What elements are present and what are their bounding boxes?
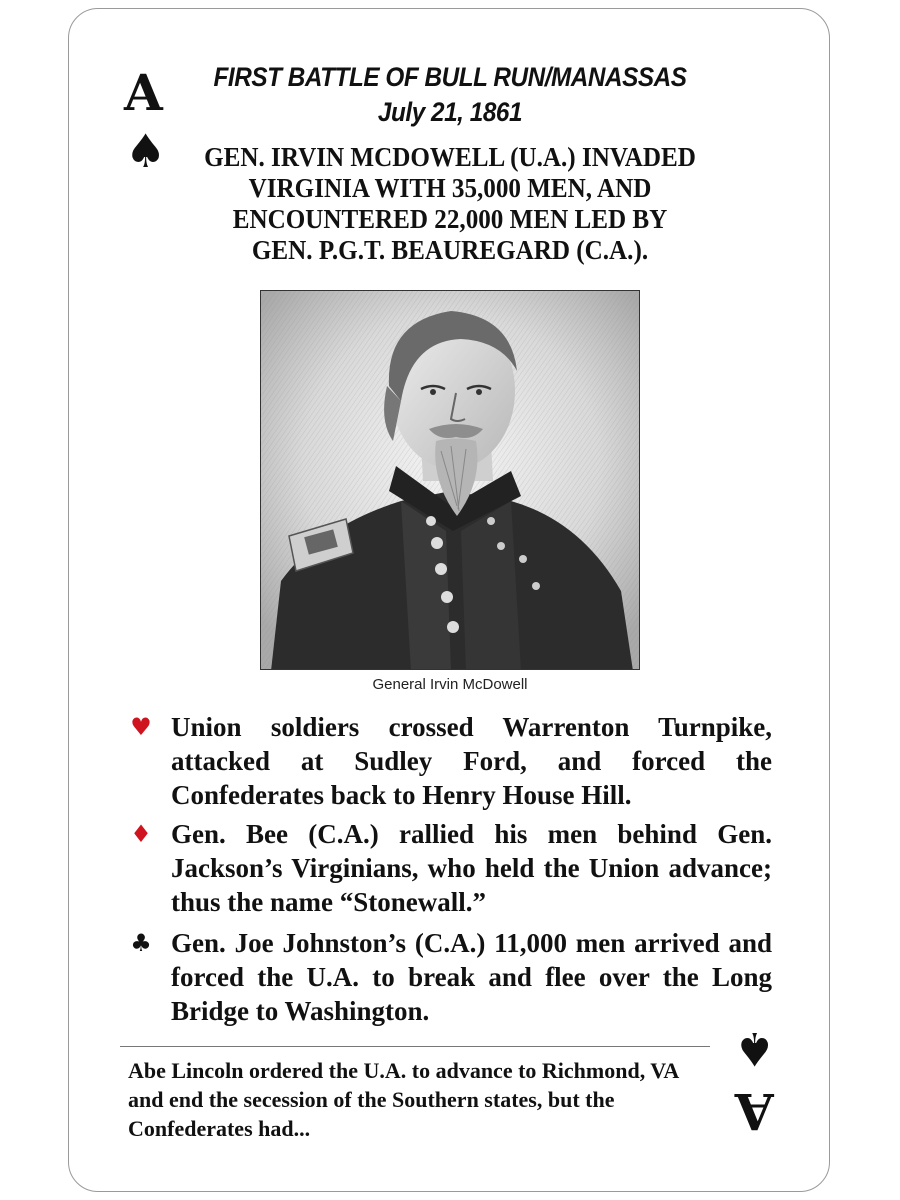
intro-line: GEN. IRVIN MCDOWELL (U.A.) INVADED xyxy=(204,142,696,172)
corner-rank-bottom: A xyxy=(735,1082,774,1141)
portrait-image xyxy=(260,290,640,670)
spade-icon: ♠ xyxy=(125,124,167,178)
intro-line: ENCOUNTERED 22,000 MEN LED BY xyxy=(232,204,668,234)
fact-text: Gen. Joe Johnston’s (C.A.) 11,000 men arrived and forced the U.A. to break and flee over the Long Bridge to Washington. xyxy=(171,928,772,1026)
general-portrait-engraving xyxy=(261,291,640,670)
divider xyxy=(120,1046,710,1047)
club-icon: ♣ xyxy=(130,929,152,957)
heart-icon: ♥ xyxy=(130,713,152,741)
fact-text: Union soldiers crossed Warrenton Turnpike, attacked at Sudley Ford, and forced the Confederates back to Henry House Hill. xyxy=(171,712,772,810)
spade-icon: ♠ xyxy=(734,1022,776,1076)
intro-line: VIRGINIA WITH 35,000 MEN, AND xyxy=(248,173,652,203)
card-title: FIRST BATTLE OF BULL RUN/MANASSAS xyxy=(213,62,687,92)
footer-text: Abe Lincoln ordered the U.A. to advance to Richmond, VA and end the secession of the Southern states, but the Confederates had... xyxy=(128,1058,679,1141)
fact-text: Gen. Bee (C.A.) rallied his men behind Gen. Jackson’s Virginians, who held the Union advance; thus the name “Stonewall.” xyxy=(171,819,772,917)
diamond-icon: ♦ xyxy=(130,820,152,848)
corner-rank-top: A xyxy=(124,63,163,122)
portrait-caption: General Irvin McDowell xyxy=(372,676,528,693)
intro-text xyxy=(190,142,711,266)
intro-line: GEN. P.G.T. BEAUREGARD (C.A.). xyxy=(251,235,649,265)
card-date: July 21, 1861 xyxy=(377,97,523,127)
